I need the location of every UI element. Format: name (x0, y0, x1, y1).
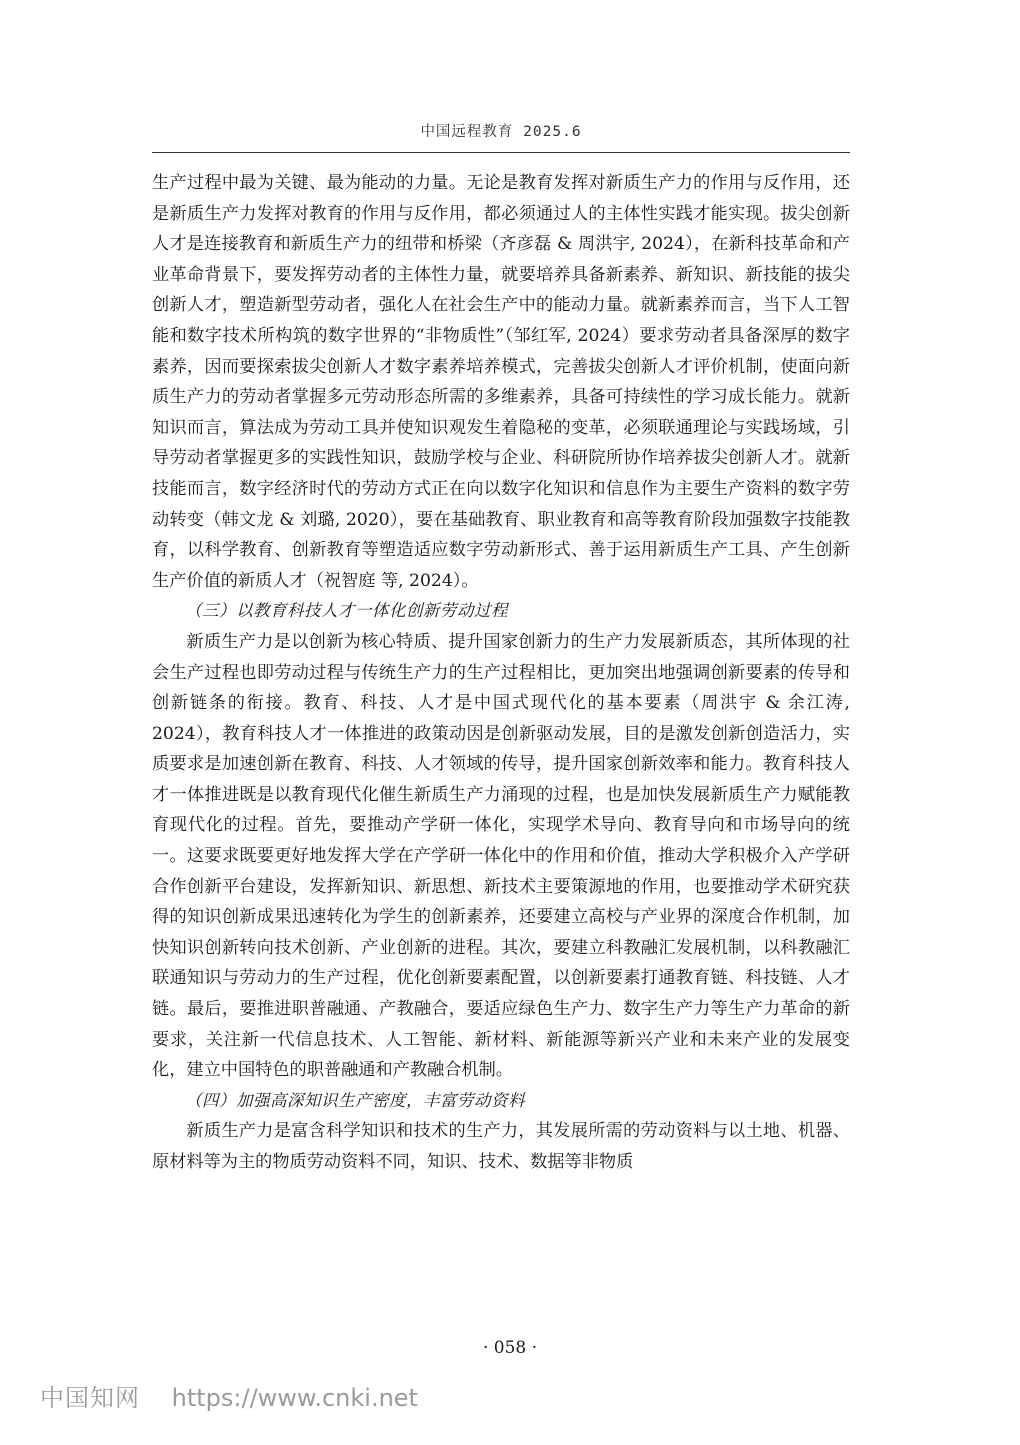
article-body (152, 168, 850, 1178)
cnki-url[interactable]: https://www.cnki.net (171, 1384, 418, 1412)
paragraph-continuation: 生产过程中最为关键、最为能动的力量。无论是教育发挥对新质生产力的作用与反作用，还是新质生产力发挥对教育的作用与反作用，都必须通过人的主体性实践才能实现。拔尖创新人才是连接教育和新质生产力的纽带和桥梁（齐彦磊 & 周洪宇, 2024），在新科技革命和产业革命背景下，要发挥劳动者的主体性力量，就要培养具备新素养、新知识、新技能的拔尖创新人才，塑造新型劳动者，强化人在社会生产中的能动力量。就新素养而言，当下人工智能和数字技术所构筑的数字世界的“非物质性”（邹红军, 2024）要求劳动者具备深厚的数字素养，因而要探索拔尖创新人才数字素养培养模式，完善拔尖创新人才评价机制，使面向新质生产力的劳动者掌握多元劳动形态所需的多维素养，具备可持续性的学习成长能力。就新知识而言，算法成为劳动工具并使知识观发生着隐秘的变革，必须联通理论与实践场域，引导劳动者掌握更多的实践性知识，鼓励学校与企业、科研院所协作培养拔尖创新人才。就新技能而言，数字经济时代的劳动方式正在向以数字化知识和信息作为主要生产资料的数字劳动转变（韩文龙 & 刘璐, 2020），要在基础教育、职业教育和高等教育阶段加强数字技能教育，以科学教育、创新教育等塑造适应数字劳动新形式、善于运用新质生产工具、产生创新生产价值的新质人才（祝智庭 等, 2024）。 (152, 173, 850, 591)
section-heading-4: （四）加强高深知识生产密度，丰富劳动资料 (185, 1090, 525, 1110)
running-title: 中国远程教育 2025.6 (420, 124, 582, 140)
page-number: · 058 · (482, 1338, 538, 1358)
paragraph: 新质生产力是富含科学知识和技术的生产力，其发展所需的劳动资料与以土地、机器、原材料等为主的物质劳动资料不同，知识、技术、数据等非物质 (152, 1121, 850, 1172)
cnki-watermark (40, 1378, 418, 1413)
cnki-logo-text: 中国知网 (40, 1384, 140, 1412)
paragraph: 新质生产力是以创新为核心特质、提升国家创新力的生产力发展新质态，其所体现的社会生产过程也即劳动过程与传统生产力的生产过程相比，更加突出地强调创新要素的传导和创新链条的衔接。教育、科技、人才是中国式现代化的基本要素（周洪宇 & 余江涛, 2024），教育科技人才一体推进的政策动因是创新驱动发展，目的是激发创新创造活力，实质要求是加速创新在教育、科技、人才领域的传导，提升国家创新效率和能力。教育科技人才一体推进既是以教育现代化催生新质生产力涌现的过程，也是加快发展新质生产力赋能教育现代化的过程。首先，要推动产学研一体化，实现学术导向、教育导向和市场导向的统一。这要求既要更好地发挥大学在产学研一体化中的作用和价值，推动大学积极介入产学研合作创新平台建设，发挥新知识、新思想、新技术主要策源地的作用，也要推动学术研究获得的知识创新成果迅速转化为学生的创新素养，还要建立高校与产业界的深度合作机制，加快知识创新转向技术创新、产业创新的进程。其次，要建立科教融汇发展机制，以科教融汇联通知识与劳动力的生产过程，优化创新要素配置，以创新要素打通教育链、科技链、人才链。最后，要推进职普融通、产教融合，要适应绿色生产力、数字生产力等生产力革命的新要求，关注新一代信息技术、人工智能、新材料、新能源等新兴产业和未来产业的发展变化，建立中国特色的职普融通和产教融合机制。 (152, 631, 850, 1081)
running-header (152, 118, 850, 153)
section-heading-3: （三）以教育科技人才一体化创新劳动过程 (185, 601, 508, 621)
